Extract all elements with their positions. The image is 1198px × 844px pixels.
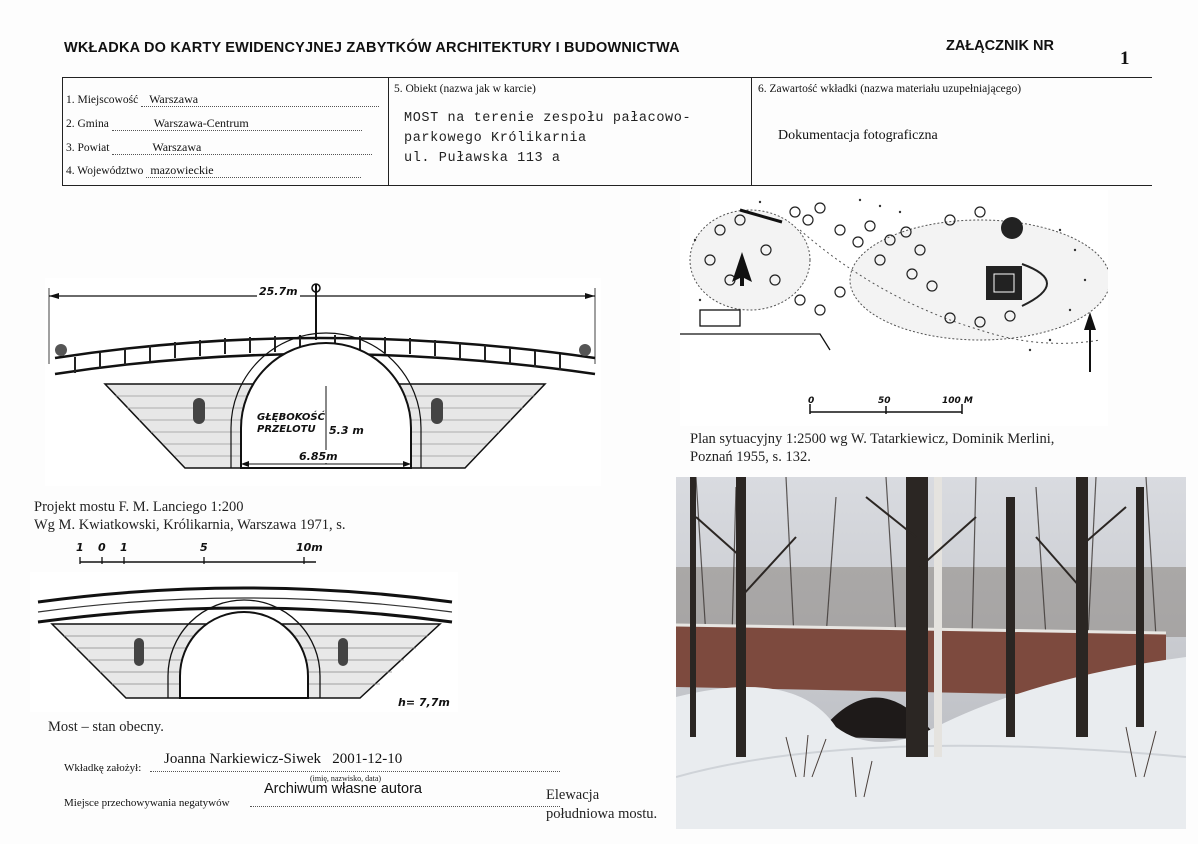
width-dimension-label: 6.85m (299, 450, 338, 463)
miejscowosc-label: 1. Miejscowość (66, 94, 139, 106)
design-caption-line-1: Projekt mostu F. M. Lanciego 1:200 (34, 499, 244, 515)
scale-tick-label: 1 (76, 541, 84, 554)
scale-tick-label: 10m (296, 541, 323, 554)
field-miejscowosc (66, 92, 379, 107)
contents-label: 6. Zawartość wkładki (nazwa materiału uzupełniającego) (758, 83, 1022, 95)
field-powiat (66, 140, 372, 155)
scale-tick-label: 0 (98, 541, 106, 554)
author-underline (150, 771, 560, 772)
object-line-1: MOST na terenie zespołu pałacowo- (404, 111, 692, 126)
table-divider-2 (751, 77, 752, 185)
negatives-underline (250, 806, 560, 807)
photo-caption-line-2: południowa mostu. (546, 806, 658, 822)
span-dimension-label: 25.7m (259, 285, 298, 298)
site-plan-map (680, 190, 1108, 426)
object-line-2: parkowego Królikarnia (404, 131, 587, 146)
plan-scale-tick: 0 (808, 396, 815, 406)
scale-tick-label: 5 (200, 541, 208, 554)
table-divider-1 (388, 77, 389, 185)
negatives-label: Miejsce przechowywania negatywów (64, 797, 230, 809)
table-left-border (62, 77, 63, 185)
bridge-photograph (676, 477, 1186, 829)
plan-caption-line-1: Plan sytuacyjny 1:2500 wg W. Tatarkiewicz, Dominik Merlini, (690, 431, 1055, 447)
field-wojewodztwo (66, 163, 361, 178)
field-gmina (66, 116, 362, 131)
plan-caption-line-2: Poznań 1955, s. 132. (690, 449, 811, 465)
miejscowosc-value: Warszawa (141, 92, 379, 107)
author-value: Joanna Narkiewicz-Siwek 2001-12-10 (164, 751, 403, 767)
object-line-3: ul. Puławska 113 a (404, 151, 561, 166)
scale-bar (76, 540, 326, 568)
attachment-label: ZAŁĄCZNIK NR (946, 38, 1054, 54)
depth-label-line-1: GŁĘBOKOŚĆ (257, 412, 325, 423)
powiat-value: Warszawa (112, 140, 372, 155)
scale-tick-label: 1 (120, 541, 128, 554)
design-caption-line-2: Wg M. Kwiatkowski, Królikarnia, Warszawa 1971, s. (34, 517, 346, 533)
plan-scale-tick: 50 (878, 396, 891, 406)
current-state-caption: Most – stan obecny. (48, 719, 164, 735)
depth-label-line-2: PRZELOTU (257, 424, 316, 435)
depth-value: 5.3 m (329, 424, 364, 437)
contents-value: Dokumentacja fotograficzna (778, 128, 938, 143)
photo-caption-line-1: Elewacja (546, 787, 600, 803)
wojewodztwo-value: mazowieckie (146, 163, 361, 178)
negatives-value: Archiwum własne autora (264, 781, 422, 797)
table-bottom-border (62, 185, 1152, 186)
gmina-value: Warszawa-Centrum (112, 116, 362, 131)
powiat-label: 3. Powiat (66, 142, 110, 154)
wojewodztwo-label: 4. Województwo (66, 165, 144, 177)
document-title: WKŁADKA DO KARTY EWIDENCYJNEJ ZABYTKÓW ARCHITEKTURY I BUDOWNICTWA (64, 40, 680, 56)
table-top-border (62, 77, 1152, 78)
attachment-number: 1 (1120, 48, 1130, 69)
bridge-design-drawing (45, 278, 601, 486)
plan-scale-tick: 100 M (942, 396, 973, 406)
bridge-current-drawing (30, 572, 458, 712)
object-label: 5. Obiekt (nazwa jak w karcie) (394, 83, 536, 95)
author-hint: (imię, nazwisko, data) (310, 774, 382, 783)
height-dimension-label: h= 7,7m (398, 696, 450, 709)
author-label: Wkładkę założył: (64, 762, 142, 774)
gmina-label: 2. Gmina (66, 118, 109, 130)
